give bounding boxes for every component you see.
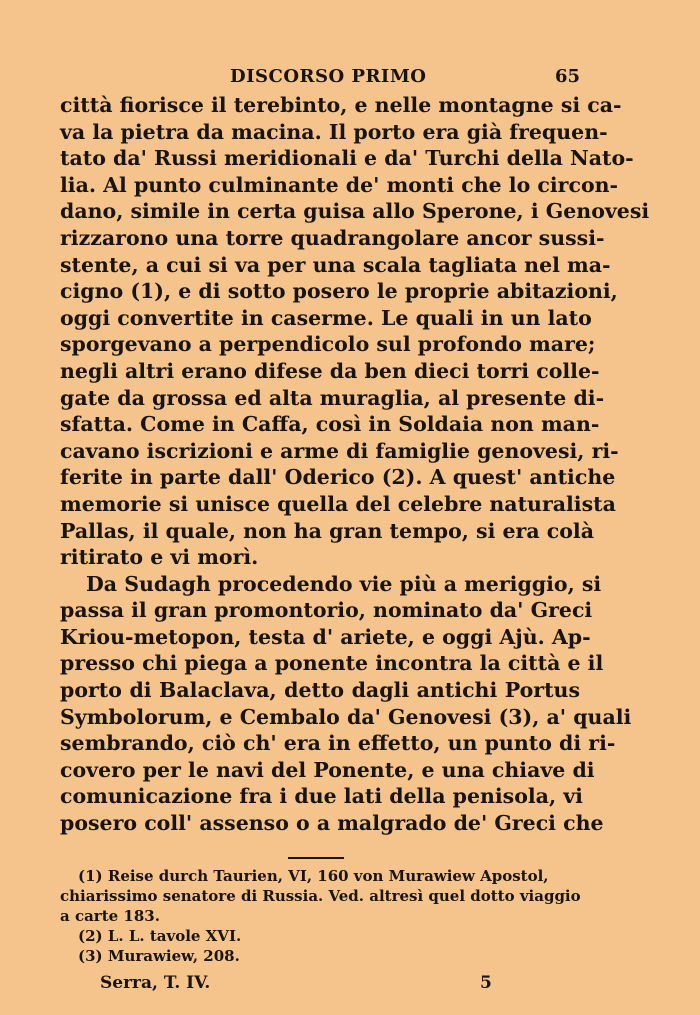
text-line: Pallas, il quale, non ha gran tempo, si era colà <box>60 518 595 543</box>
text-line: sembrando, ciò ch' era in effetto, un punto di ri- <box>60 731 616 756</box>
text-line: memorie si unisce quella del celebre naturalista <box>60 491 616 516</box>
text-line: Kriou-metopon, testa d' ariete, e oggi Ajù. Ap- <box>60 624 591 649</box>
text-line: covero per le navi del Ponente, e una chiave di <box>60 757 595 782</box>
text-line: stente, a cui si va per una scala tagliata nel ma- <box>60 252 611 277</box>
footnote-1 <box>60 866 580 926</box>
text-line: dano, simile in certa guisa allo Sperone, i Genovesi <box>60 199 650 224</box>
footnote-2: (2) L. L. tavole XVI. <box>78 927 242 945</box>
text-line: presso chi piega a ponente incontra la città e il <box>60 651 604 676</box>
text-line: cigno (1), e di sotto posero le proprie abitazioni, <box>60 279 618 304</box>
signature-author: Serra, T. IV. <box>100 973 211 993</box>
text-line: ferite in parte dall' Oderico (2). A quest' antiche <box>60 465 616 490</box>
footnote-line: a carte 183. <box>60 907 160 925</box>
text-line: comunicazione fra i due lati della penisola, vi <box>60 784 583 809</box>
signature-mark: 5 <box>480 973 492 993</box>
text-line: rizzarono una torre quadrangolare ancor sussi- <box>60 225 605 250</box>
text-line: Da Sudagh procedendo vie più a meriggio, si <box>86 571 602 596</box>
text-line: tato da' Russi meridionali e da' Turchi della Nato- <box>60 146 634 171</box>
body-text <box>60 92 650 837</box>
footnotes <box>60 866 580 966</box>
footnote-3: (3) Murawiew, 208. <box>78 947 240 965</box>
text-line: passa il gran promontorio, nominato da' Greci <box>60 598 593 623</box>
text-line: va la pietra da macina. Il porto era già frequen- <box>60 119 608 144</box>
page-number: 65 <box>554 66 580 87</box>
text-line: sporgevano a perpendicolo sul profondo mare; <box>60 332 596 357</box>
printer-signature <box>100 973 500 995</box>
text-line: posero coll' assenso o a malgrado de' Greci che <box>60 811 604 836</box>
text-line: ritirato e vi morì. <box>60 545 259 570</box>
text-line: negli altri erano difese da ben dieci torri colle- <box>60 358 600 383</box>
text-line: sfatta. Come in Caffa, così in Soldaia non man- <box>60 412 600 437</box>
footnote-line: (1) Reise durch Taurien, VI, 160 von Murawiew Apostol, <box>78 867 549 885</box>
footnote-divider <box>288 857 344 859</box>
running-head <box>60 66 580 92</box>
text-line: Symbolorum, e Cembalo da' Genovesi (3), a' quali <box>60 704 632 729</box>
text-line: gate da grossa ed alta muraglia, al presente di- <box>60 385 605 410</box>
chapter-title: DISCORSO PRIMO <box>230 66 427 87</box>
text-line: città fiorisce il terebinto, e nelle montagne si ca- <box>60 93 622 117</box>
text-line: oggi convertite in caserme. Le quali in un lato <box>60 305 592 330</box>
footnote-line: chiarissimo senatore di Russia. Ved. altresì quel dotto viaggio <box>60 887 581 905</box>
text-line: cavano iscrizioni e arme di famiglie genovesi, ri- <box>60 438 619 463</box>
text-line: porto di Balaclava, detto dagli antichi Portus <box>60 678 580 703</box>
text-line: lia. Al punto culminante de' monti che lo circon- <box>60 172 619 197</box>
